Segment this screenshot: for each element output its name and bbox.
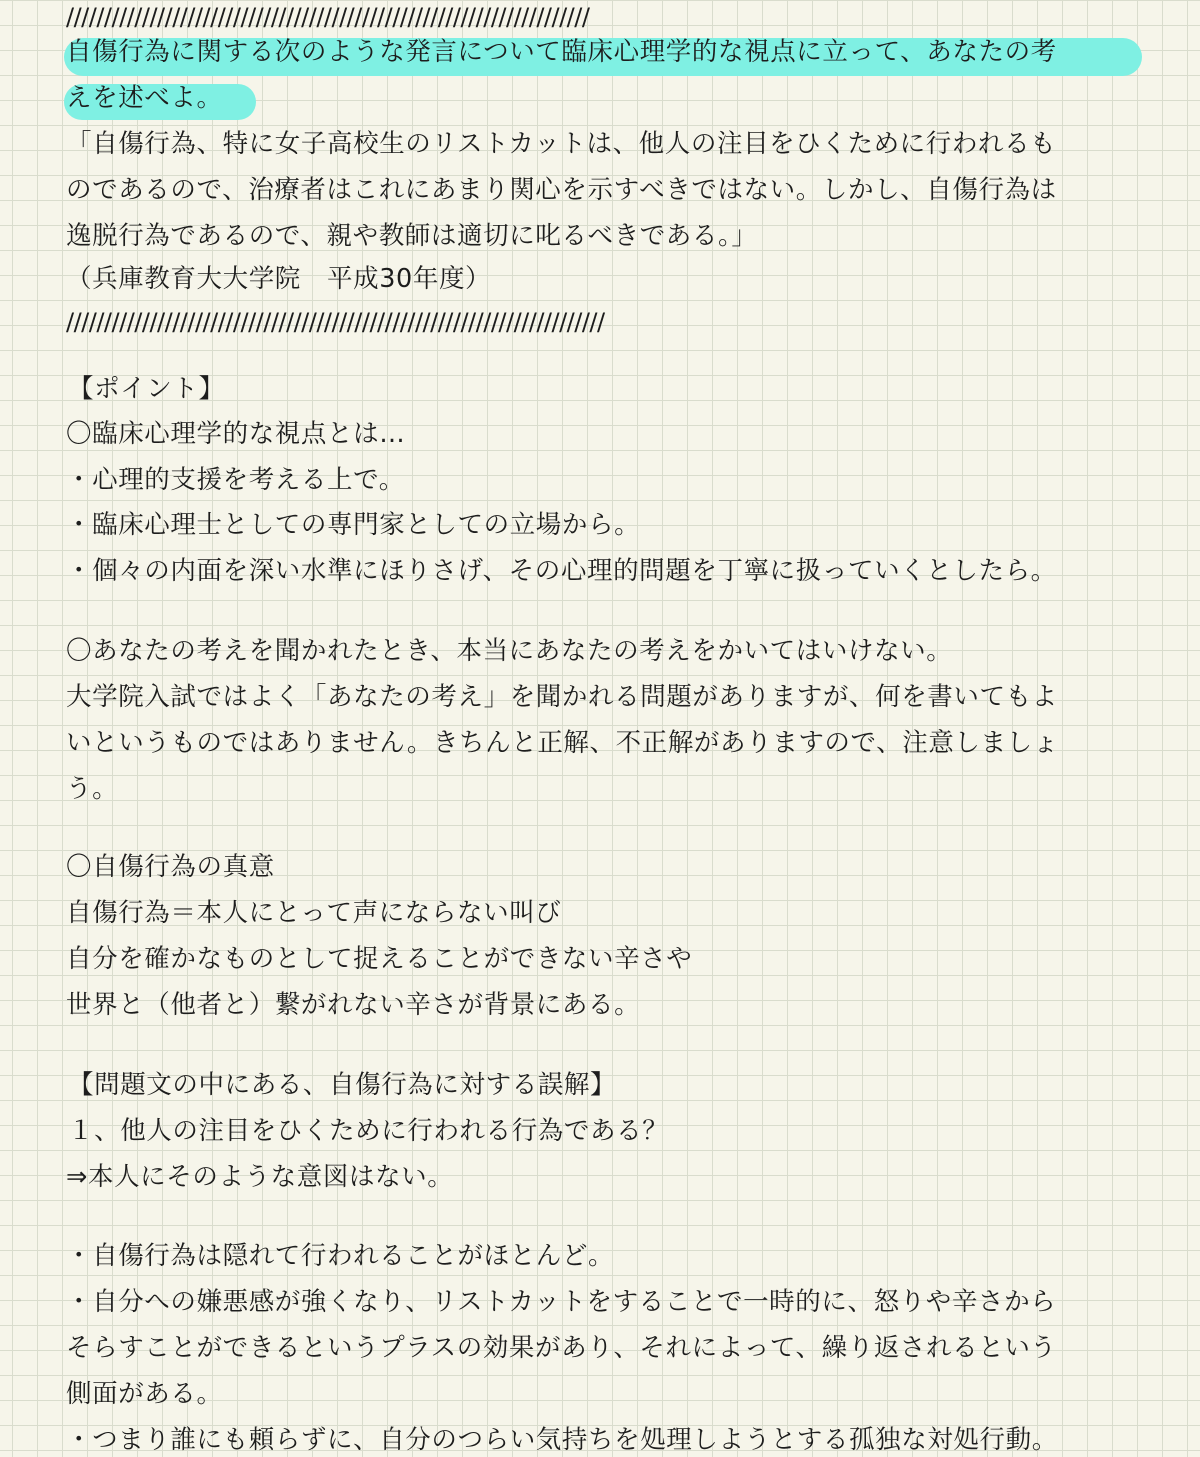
opinion-body-line3: う。 xyxy=(66,774,119,804)
question-prompt-line2: えを述べよ。 xyxy=(66,83,223,113)
opinion-body-line2: いというものではありません。きちんと正解、不正解がありますので、注意しましょ xyxy=(66,728,1059,758)
question-prompt-line1: 自傷行為に関する次のような発言について臨床心理学的な視点に立って、あなたの考 xyxy=(66,37,1057,67)
misconception-bullet2-line1: ・自分への嫌悪感が強くなり、リストカットをすることで一時的に、怒りや辛さから xyxy=(66,1287,1057,1317)
true-meaning-line1: 自傷行為＝本人にとって声にならない叫び xyxy=(66,898,562,928)
misconception-item1-answer: ⇒本人にそのような意図はない。 xyxy=(66,1162,454,1192)
viewpoint-item-depth: ・個々の内面を深い水準にほりさげ、その心理的問題を丁寧に扱っていくとしたら。 xyxy=(66,556,1057,586)
viewpoint-item-expert: ・臨床心理士としての専門家としての立場から。 xyxy=(66,510,641,540)
misconception-bullet2-line2: そらすことができるというプラスの効果があり、それによって、繰り返されるという xyxy=(66,1333,1057,1363)
opinion-heading: 〇あなたの考えを聞かれたとき、本当にあなたの考えをかいてはいけない。 xyxy=(66,636,953,666)
separator-bottom: /////////////////////////////////////////////////////////////////////// xyxy=(66,308,605,336)
misconception-bullet1: ・自傷行為は隠れて行われることがほとんど。 xyxy=(66,1241,615,1271)
true-meaning-line3: 世界と（他者と）繋がれない辛さが背景にある。 xyxy=(66,990,641,1020)
true-meaning-heading: 〇自傷行為の真意 xyxy=(66,852,275,882)
separator-top: ///////////////////////////////////////////////////////////////////// xyxy=(66,3,590,31)
opinion-body-line1: 大学院入試ではよく「あなたの考え」を聞かれる問題がありますが、何を書いてもよ xyxy=(66,682,1058,712)
viewpoint-item-support: ・心理的支援を考える上で。 xyxy=(66,465,405,495)
misconceptions-heading: 【問題文の中にある、自傷行為に対する誤解】 xyxy=(68,1070,617,1100)
question-quote-line2: のであるので、治療者はこれにあまり関心を示すべきではない。しかし、自傷行為は xyxy=(66,175,1057,205)
viewpoint-heading: 〇臨床心理学的な視点とは… xyxy=(66,419,406,449)
points-heading: 【ポイント】 xyxy=(68,374,225,404)
question-source: （兵庫教育大大学院 平成30年度） xyxy=(66,264,492,294)
misconception-item1-question: １、他人の注目をひくために行われる行為である？ xyxy=(68,1116,669,1146)
question-quote-line3: 逸脱行為であるので、親や教師は適切に叱るべきである。」 xyxy=(66,221,758,251)
question-quote-line1: 「自傷行為、特に女子高校生のリストカットは、他人の注目をひくために行われるも xyxy=(66,129,1057,159)
true-meaning-line2: 自分を確かなものとして捉えることができない辛さや xyxy=(66,944,693,974)
misconception-bullet2-line3: 側面がある。 xyxy=(66,1379,223,1409)
misconception-bullet3-partial: ・つまり誰にも頼らずに、自分のつらい気持ちを処理しようとする孤独な対処行動。 xyxy=(66,1425,1058,1455)
